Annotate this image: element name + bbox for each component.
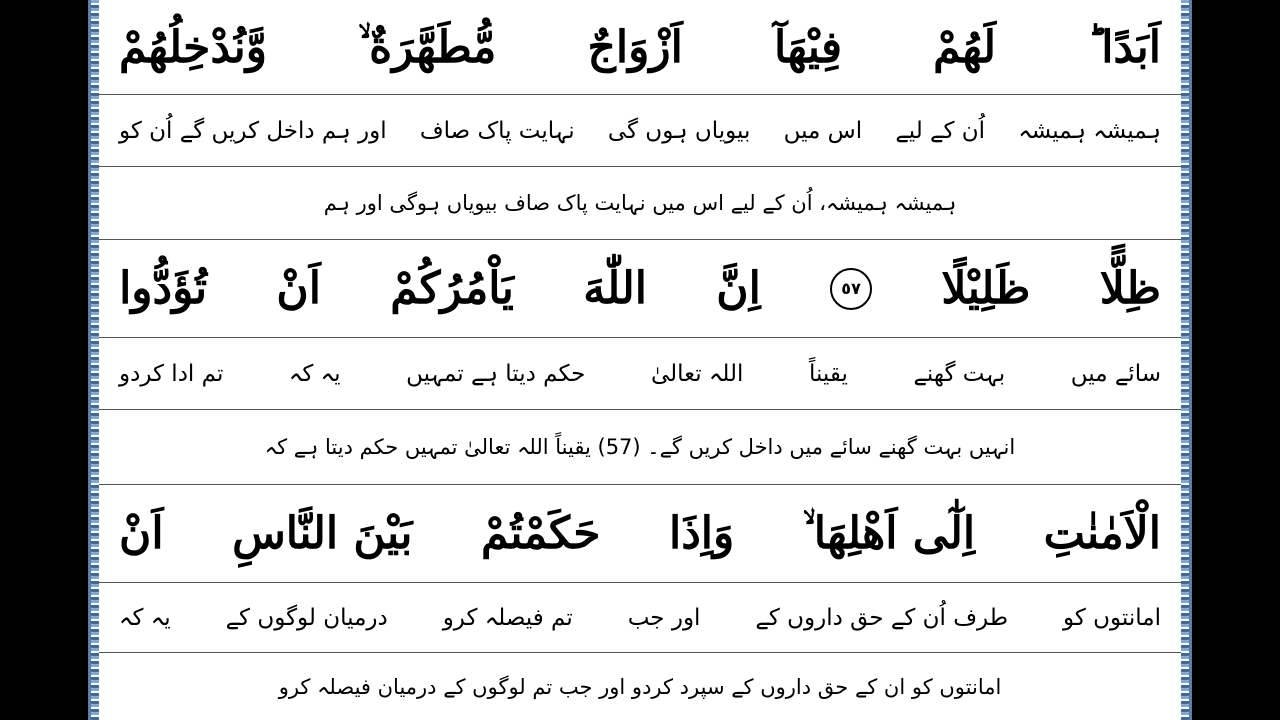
arabic-word: وَّنُدْخِلُهُمْ	[119, 21, 267, 73]
arabic-word: اِنَّ	[716, 263, 761, 314]
urdu-word: سائے میں	[1070, 360, 1161, 387]
arabic-word: اَنْ	[119, 508, 164, 559]
arabic-word: اَنْ	[276, 263, 321, 314]
translation-text: ہمیشہ ہمیشہ، اُن کے لیے اس میں نہایت پاک صاف بیویاں ہوگی اور ہم	[323, 191, 957, 215]
urdu-word-meanings-1	[99, 95, 1181, 167]
urdu-word: تم ادا کردو	[119, 360, 224, 387]
translation-text: امانتوں کو ان کے حق داروں کے سپرد کردو اور جب تم لوگوں کے درمیان فیصلہ کرو	[278, 674, 1002, 699]
urdu-translation-3	[99, 653, 1181, 720]
urdu-word: یقیناً	[808, 360, 848, 387]
urdu-word: امانتوں کو	[1063, 604, 1161, 631]
arabic-word: اِلٰٓى اَهْلِهَا ۙ	[802, 508, 976, 559]
urdu-word: اُن کے لیے	[895, 117, 986, 144]
arabic-line-3	[99, 485, 1181, 583]
arabic-word: لَهُمْ	[933, 21, 997, 73]
arabic-word: مُّطَهَّرَةٌ ۙ	[358, 21, 497, 73]
urdu-word: بہت گھنے	[913, 360, 1006, 387]
arabic-word: حَكَمْتُمْ	[480, 508, 601, 559]
arabic-word: وَاِذَا	[668, 508, 735, 559]
translation-text: انہیں بہت گھنے سائے میں داخل کریں گے۔ (57) یقیناً اللہ تعالیٰ تمہیں حکم دیتا ہے کہ	[264, 435, 1016, 459]
urdu-word: درمیان لوگوں کے	[225, 604, 388, 631]
urdu-word: اللہ تعالیٰ	[650, 360, 744, 387]
arabic-word: يَاْمُرُكُمْ	[390, 263, 514, 314]
arabic-line-2	[99, 240, 1181, 338]
arabic-word: ظَلِيْلًا	[941, 263, 1031, 314]
urdu-word: اور ہم داخل کریں گے اُن کو	[119, 117, 387, 144]
arabic-word: اَزْوَاجٌ	[587, 21, 683, 73]
urdu-word: نہایت پاک صاف	[419, 117, 575, 144]
arabic-word: فِيْهَآ	[773, 21, 842, 73]
urdu-word-meanings-2	[99, 338, 1181, 410]
arabic-word: ظِلًّا	[1099, 263, 1161, 314]
arabic-word: تُؤَدُّوا	[119, 263, 208, 314]
page-content	[99, 0, 1181, 720]
arabic-word: الْاَمٰنٰتِ	[1043, 508, 1161, 559]
urdu-word: بیویاں ہوں گی	[607, 117, 751, 144]
arabic-line-1	[99, 0, 1181, 95]
urdu-word: طرف اُن کے حق داروں کے	[755, 604, 1009, 631]
urdu-translation-2	[99, 410, 1181, 485]
urdu-word: ہمیشہ ہمیشہ	[1018, 117, 1161, 144]
urdu-word: اور جب	[627, 604, 701, 631]
urdu-word-meanings-3	[99, 583, 1181, 653]
page-border-right	[1181, 0, 1189, 720]
arabic-word: بَيْنَ النَّاسِ	[232, 508, 413, 559]
page-border-left	[91, 0, 99, 720]
urdu-translation-1	[99, 167, 1181, 240]
arabic-word: اَبَدًا ؕ	[1087, 21, 1161, 73]
urdu-word: حکم دیتا ہے تمہیں	[406, 360, 586, 387]
quran-page	[88, 0, 1192, 720]
urdu-word: یہ کہ	[119, 604, 171, 631]
ayah-number-marker: ٥٧	[830, 268, 872, 310]
arabic-word: اللّٰهَ	[583, 263, 647, 314]
urdu-word: اس میں	[783, 117, 863, 144]
urdu-word: تم فیصلہ کرو	[442, 604, 573, 631]
urdu-word: یہ کہ	[288, 360, 341, 387]
